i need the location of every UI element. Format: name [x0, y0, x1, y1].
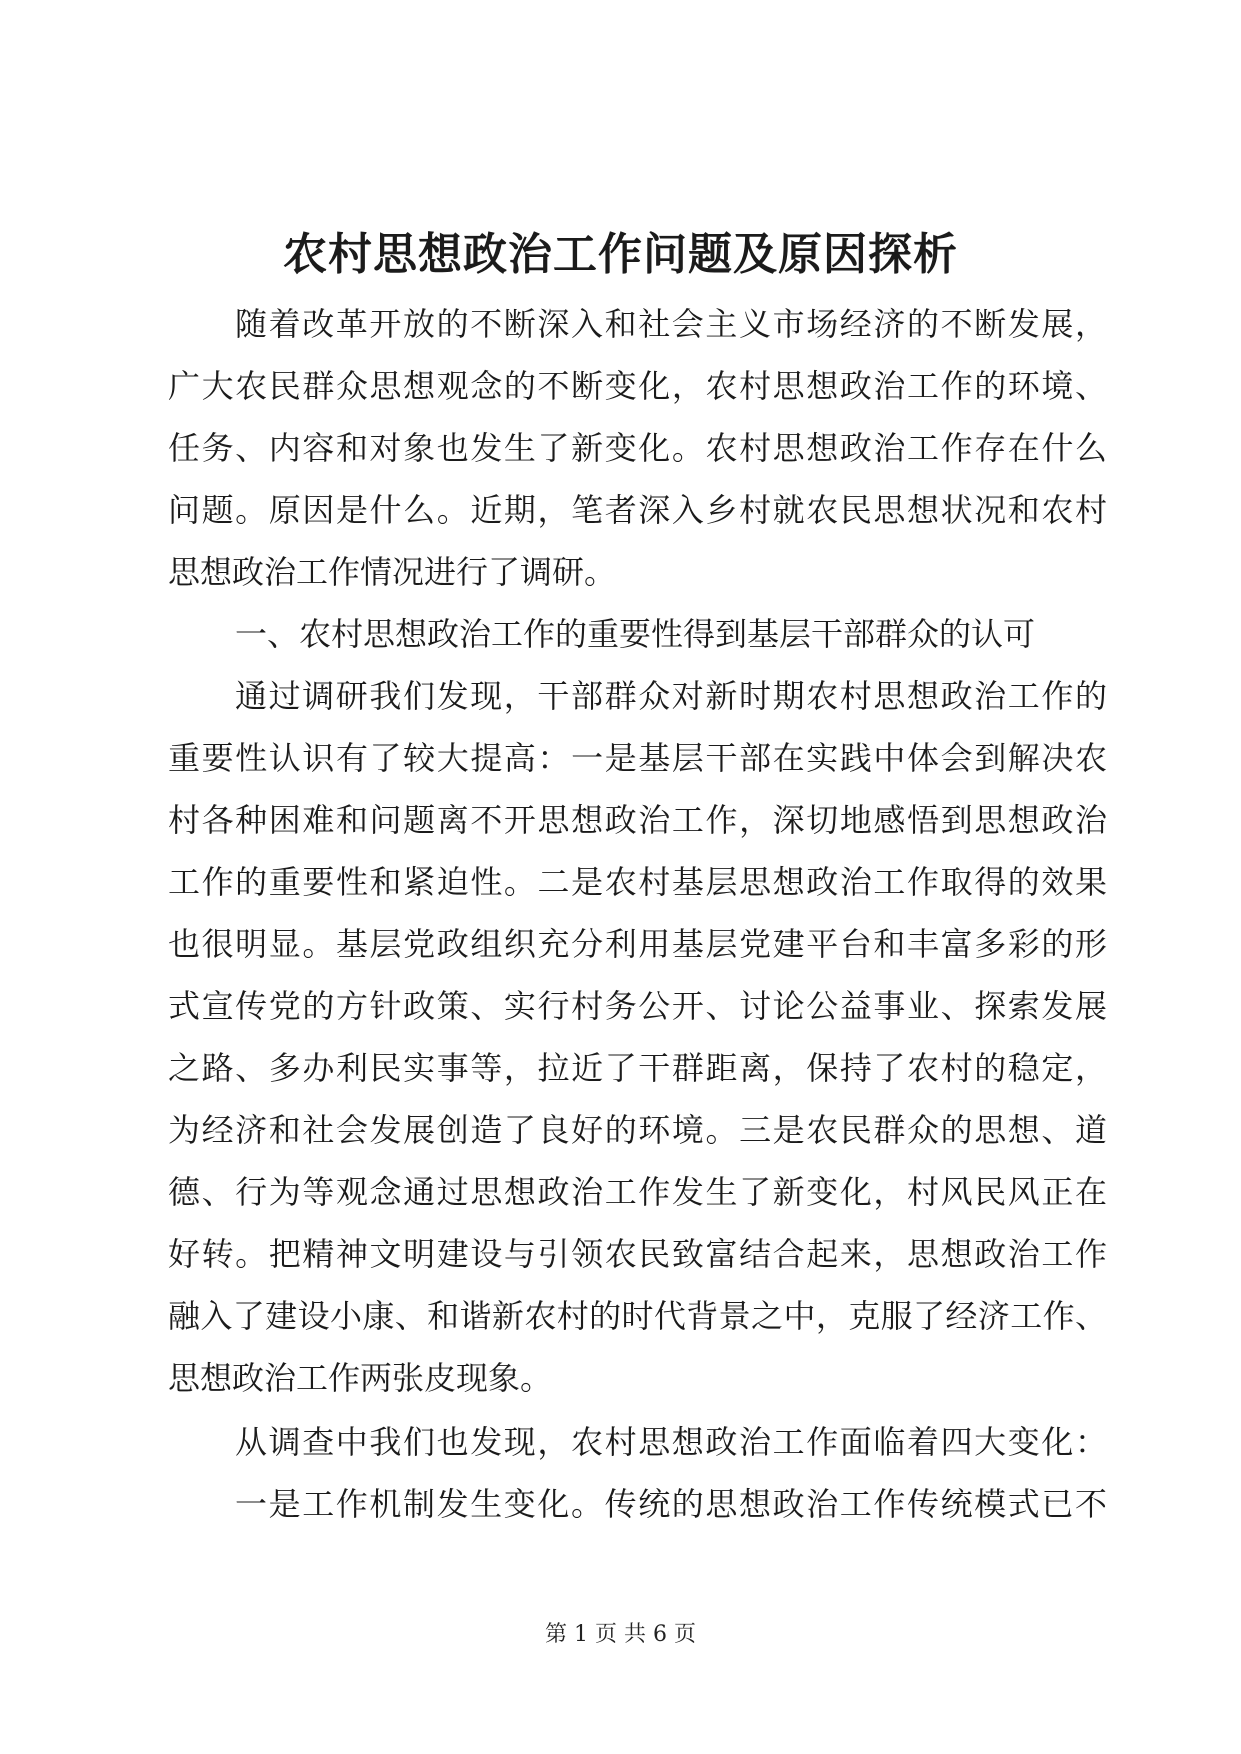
text-line: 重要性认识有了较大提高：一是基层干部在实践中体会到解决农 — [168, 739, 1107, 777]
text-line: 一是工作机制发生变化。传统的思想政治工作传统模式已不 — [235, 1485, 1107, 1523]
text-line: 之路、多办利民实事等，拉近了干群距离，保持了农村的稳定， — [168, 1049, 1107, 1087]
text-line: 通过调研我们发现，干部群众对新时期农村思想政治工作的 — [235, 677, 1107, 715]
text-line: 广大农民群众思想观念的不断变化，农村思想政治工作的环境、 — [168, 367, 1107, 405]
paragraph-intro — [168, 293, 1107, 603]
section-heading-line: 一、农村思想政治工作的重要性得到基层干部群众的认可 — [235, 615, 1036, 653]
text-line: 问题。原因是什么。近期，笔者深入乡村就农民思想状况和农村 — [168, 491, 1107, 529]
text-line: 思想政治工作两张皮现象。 — [168, 1359, 553, 1397]
text-line: 工作的重要性和紧迫性。二是农村基层思想政治工作取得的效果 — [168, 863, 1107, 901]
text-line: 村各种困难和问题离不开思想政治工作，深切地感悟到思想政治 — [168, 801, 1107, 839]
text-line: 好转。把精神文明建设与引领农民致富结合起来，思想政治工作 — [168, 1235, 1107, 1273]
paragraph-changes — [168, 1411, 1107, 1473]
text-line: 也很明显。基层党政组织充分利用基层党建平台和丰富多彩的形 — [168, 925, 1107, 963]
text-line: 融入了建设小康、和谐新农村的时代背景之中，克服了经济工作、 — [168, 1297, 1107, 1335]
text-line: 德、行为等观念通过思想政治工作发生了新变化，村风民风正在 — [168, 1173, 1107, 1211]
document-body — [168, 293, 1107, 1535]
text-line: 从调查中我们也发现，农村思想政治工作面临着四大变化： — [235, 1423, 1107, 1461]
text-line: 思想政治工作情况进行了调研。 — [168, 553, 617, 591]
text-line: 任务、内容和对象也发生了新变化。农村思想政治工作存在什么 — [168, 429, 1107, 467]
paragraph-mechanism — [168, 1473, 1107, 1535]
section-heading — [168, 603, 1107, 665]
page-footer: 第 1 页 共 6 页 — [545, 1622, 696, 1647]
paragraph-findings — [168, 665, 1107, 1409]
document-title: 农村思想政治工作问题及原因探析 — [283, 229, 958, 280]
text-line: 式宣传党的方针政策、实行村务公开、讨论公益事业、探索发展 — [168, 987, 1107, 1025]
text-line: 随着改革开放的不断深入和社会主义市场经济的不断发展， — [235, 305, 1107, 343]
text-line: 为经济和社会发展创造了良好的环境。三是农民群众的思想、道 — [168, 1111, 1107, 1149]
